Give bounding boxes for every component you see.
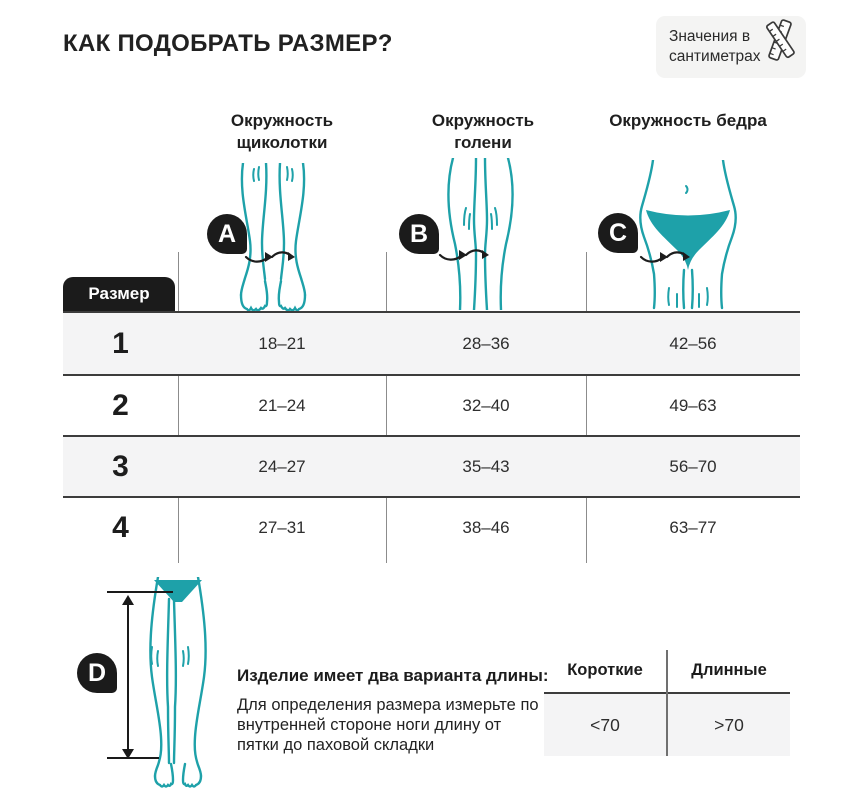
- calf-range-cell: 32–40: [462, 395, 510, 415]
- calf-range-cell: 28–36: [462, 333, 510, 353]
- table-row: [63, 374, 800, 435]
- length-option-short-value: <70: [590, 714, 620, 735]
- marker-a-badge: A: [207, 214, 247, 254]
- calf-range-cell: 38–46: [462, 517, 510, 537]
- circumference-arrow-icon: [437, 243, 491, 263]
- column-header-ankle: Окружность щиколотки: [230, 111, 334, 152]
- length-options-table: [544, 648, 790, 756]
- ankle-range-cell: 21–24: [258, 395, 306, 415]
- circumference-arrow-icon: [638, 245, 692, 265]
- size-cell: 4: [112, 510, 129, 544]
- size-cell: 3: [112, 449, 129, 483]
- hip-range-cell: 63–77: [669, 517, 717, 537]
- length-option-short-label: Короткие: [567, 660, 643, 679]
- size-table: [63, 313, 800, 557]
- marker-b-badge: B: [399, 214, 439, 254]
- measure-line: [127, 603, 129, 750]
- ankle-range-cell: 24–27: [258, 456, 306, 476]
- circumference-arrow-icon: [243, 245, 297, 265]
- marker-d-badge: D: [77, 653, 117, 693]
- hip-range-cell: 49–63: [669, 395, 717, 415]
- column-header-calf: Окружность голени: [431, 111, 535, 152]
- length-options-heading: Изделие имеет два варианта длины:: [237, 666, 549, 685]
- hip-range-cell: 56–70: [669, 456, 717, 476]
- size-cell: 2: [112, 388, 129, 422]
- ankle-range-cell: 27–31: [258, 517, 306, 537]
- hip-range-cell: 42–56: [669, 333, 717, 353]
- ankle-range-cell: 18–21: [258, 333, 306, 353]
- page-title: КАК ПОДОБРАТЬ РАЗМЕР?: [63, 30, 393, 57]
- units-badge-label: Значения в сантиметрах: [669, 28, 761, 65]
- ruler-icon: [756, 14, 804, 66]
- length-table-divider: [666, 650, 668, 756]
- measure-tick-top: [107, 591, 173, 593]
- units-badge: [656, 16, 806, 78]
- calf-legs-illustration: [433, 158, 528, 310]
- calf-range-cell: 35–43: [462, 456, 510, 476]
- length-option-long-value: >70: [714, 714, 744, 735]
- hip-illustration: [633, 160, 743, 310]
- table-row: [63, 496, 800, 557]
- size-header-tab: Размер: [63, 277, 175, 311]
- table-row: [63, 313, 800, 374]
- size-cell: 1: [112, 326, 129, 360]
- length-measure-description: Для определения размера измерьте по внутренней стороне ноги длину от пятки до паховой складки: [237, 696, 539, 754]
- marker-c-badge: C: [598, 213, 638, 253]
- measure-arrow-down-icon: [122, 749, 134, 759]
- column-header-hip: Окружность бедра: [609, 111, 767, 130]
- table-row: [63, 435, 800, 496]
- length-option-long-label: Длинные: [691, 660, 767, 679]
